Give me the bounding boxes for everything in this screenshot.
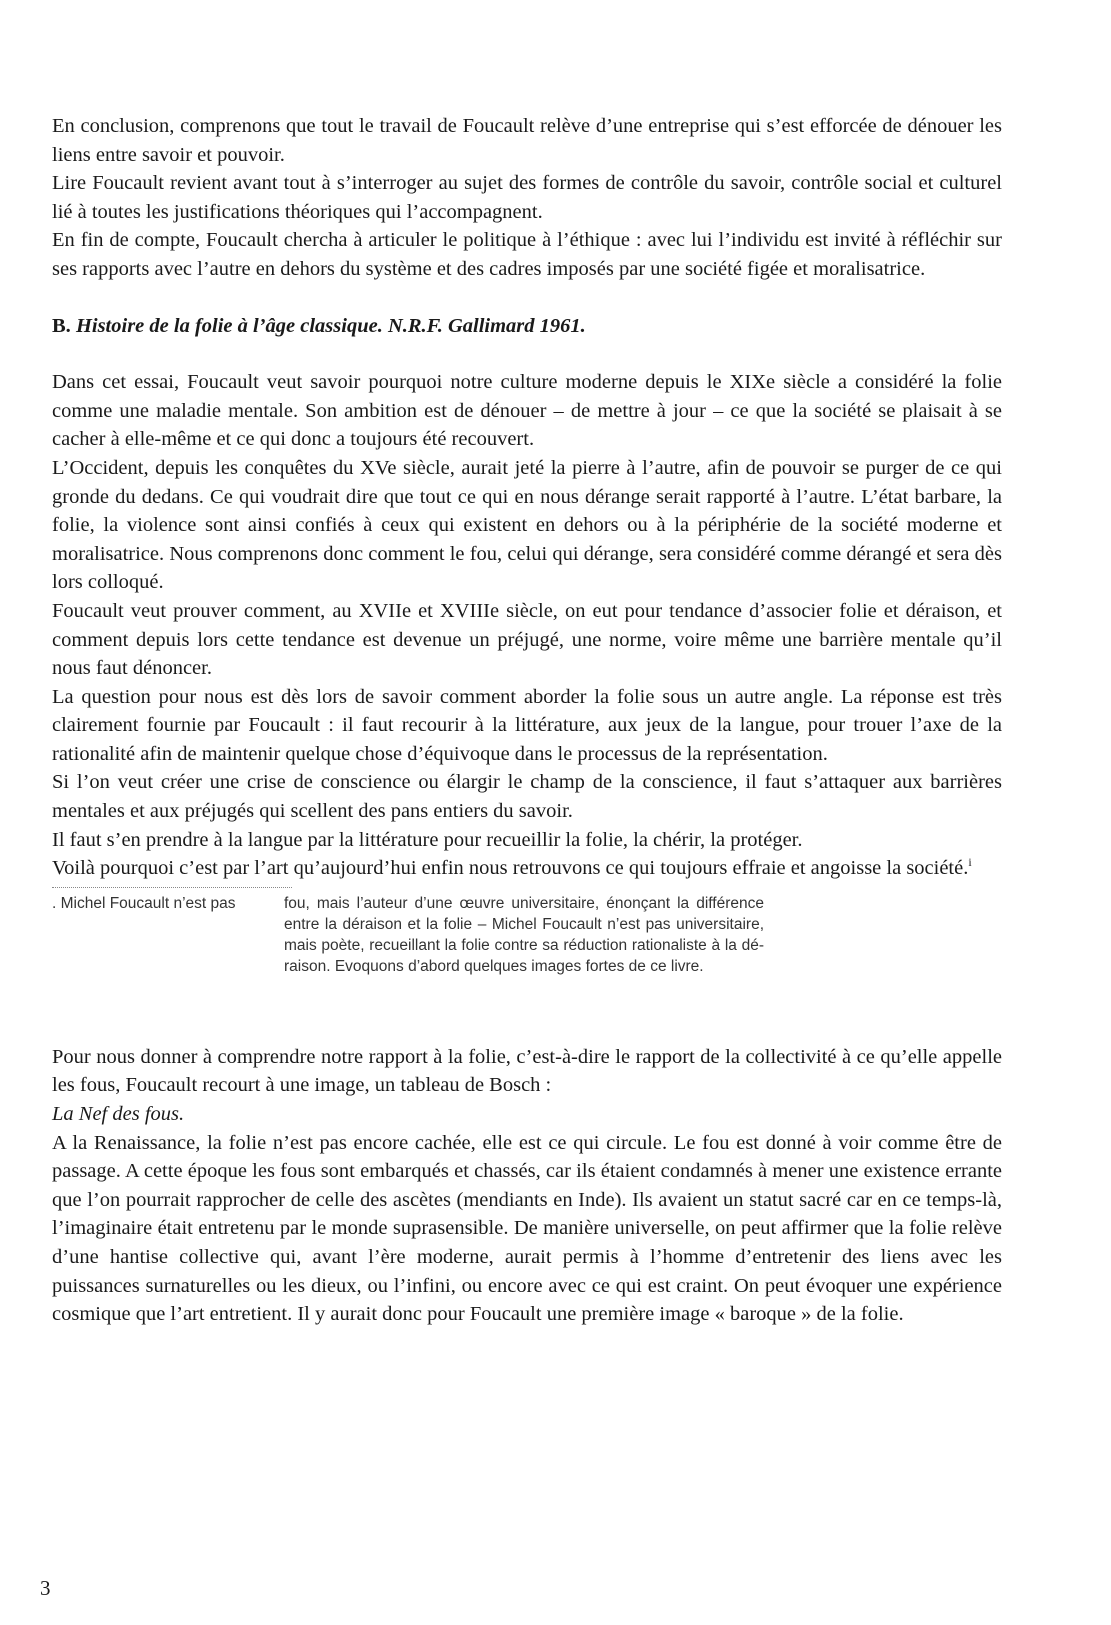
closing-paragraph-2: A la Renaissance, la folie n’est pas encore cachée, elle est ce qui circule. Le fou est donné à voir comme être de passage. A cette époque les fous sont embarqués et chassés, car ils étaient condamnés à mener une existence errante que l’on pourrait rapprocher de celle des ascètes (mendiants en Inde). Ils avaient un statut sacré car en ce temps-là, l’imaginaire était entretenu par le monde suprasensible. De manière universelle, on peut affirmer que la folie relève d’une hantise collective qui, avant l’ère moderne, aurait permis à l’homme d’entretenir des liens avec les puissances surnaturelles ou les dieux, ou l’infini, ou encore avec ce qui est craint. On peut évoquer une expérience cosmique que l’art entretient. Il y aurait donc pour Foucault une première image « baroque » de la folie. [52, 1131, 1002, 1326]
intro-paragraph-2: Lire Foucault revient avant tout à s’interroger au sujet des formes de contrôle du savoir, contrôle social et culturel lié à toutes les justifications théoriques qui l’accompagnent. [52, 172, 1002, 223]
body-paragraph-2: L’Occident, depuis les conquêtes du XVe siècle, aurait jeté la pierre à l’autre, afin de pouvoir se purger de ce qui gronde du dedans. Ce qui voudrait dire que tout ce qui en nous dérange serait rapporté à l’autre. L’état barbare, la folie, la violence sont ainsi confiés à ceux qui existent en dehors ou à la périphérie de la société moderne et moralisatrice. Nous comprenons donc comment le fou, celui qui dérange, sera considéré comme dérangé et sera dès lors colloqué. [52, 456, 1002, 594]
section-title: Histoire de la folie à l’âge classique. N.R.F. Gallimard 1961. [75, 314, 586, 337]
intro-paragraph-3: En fin de compte, Foucault chercha à articuler le politique à l’éthique : avec lui l’individu est invité à réfléchir sur ses rapports avec l’autre en dehors du système et des cadres imposés par une société figée et moralisatrice. [52, 229, 1002, 280]
closing-paragraph-1-text: Pour nous donner à comprendre notre rapport à la folie, c’est-à-dire le rapport de la collectivité à ce qu’elle appelle les fous, Foucault recourt à une image, un tableau de Bosch : [52, 1045, 1002, 1097]
intro-paragraph-1: En conclusion, comprenons que tout le travail de Foucault relève d’une entreprise qui s’est efforcée de dénouer les liens entre savoir et pouvoir. [52, 115, 1002, 166]
section-heading [52, 312, 1002, 341]
closing-paragraph-1 [52, 1043, 1002, 1129]
body-paragraph-7-text: Voilà pourquoi c’est par l’art qu’aujourd’hui enfin nous retrouvons ce qui toujours effraie et angoisse la société. [52, 857, 969, 880]
body-paragraph-6: Il faut s’en prendre à la langue par la littérature pour recueillir la folie, la chérir, la protéger. [52, 828, 803, 851]
body-paragraph-1: Dans cet essai, Foucault veut savoir pourquoi notre culture moderne depuis le XIXe siècle a considéré la folie comme une maladie mentale. Son ambition est de dénouer – de mettre à jour – ce que la société se plaisait à se cacher à elle-même et ce qui donc a toujours été recouvert. [52, 371, 1002, 451]
footnote-marker: i [968, 855, 972, 870]
section-label: B. [52, 314, 71, 337]
footnote-block [52, 887, 1002, 1015]
page-number: 3 [40, 1576, 51, 1600]
body-paragraph-5: Si l’on veut créer une crise de conscience ou élargir le champ de la conscience, il faut s’attaquer aux barrières mentales et aux préjugés qui scellent des pans entiers du savoir. [52, 771, 1002, 823]
footnote-body: fou, mais l’auteur d’une œuvre universitaire, énonçant la différence entre la déraison et la folie – Michel Foucault n’est pas universitaire, mais poète, recueillant la folie contre sa réduction rationaliste à la dé-raison. Evoquons d’abord quelques images fortes de ce livre. [284, 894, 764, 975]
footnote-lead: . Michel Foucault n’est pas [52, 894, 236, 912]
painting-title: La Nef des fous. [52, 1103, 185, 1126]
page-content [52, 112, 1002, 1329]
body-paragraph-4: La question pour nous est dès lors de savoir comment aborder la folie sous un autre angle. La réponse est très clairement fournie par Foucault : il faut recourir à la littérature, aux jeux de la langue, pour trouer l’axe de la rationalité afin de maintenir quelque chose d’équivoque dans le processus de la représentation. [52, 685, 1002, 765]
body-paragraph-3: Foucault veut prouver comment, au XVIIe et XVIIIe siècle, on eut pour tendance d’associer folie et déraison, et comment depuis lors cette tendance est devenue un préjugé, une norme, voire même une barrière mentale qu’il nous faut dénoncer. [52, 599, 1002, 680]
footnote-rule [52, 887, 292, 888]
body-paragraph-7 [52, 854, 1002, 883]
